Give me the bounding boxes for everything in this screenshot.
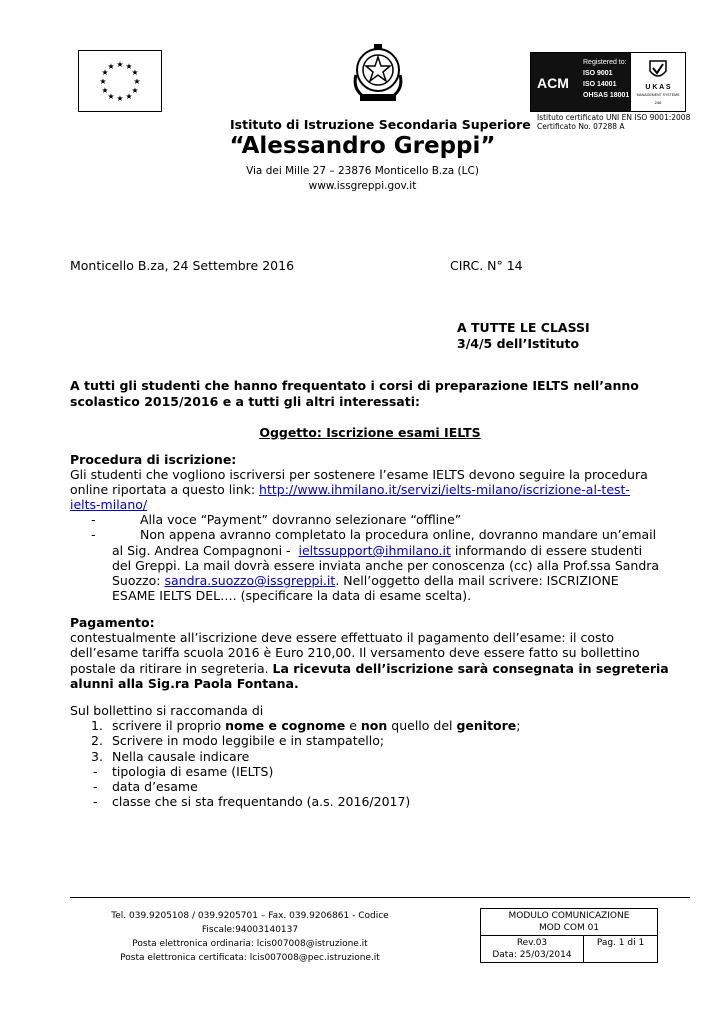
- ukas-number: 246: [654, 100, 662, 105]
- slip-item-1-b: nome e cognome: [225, 718, 346, 733]
- procedure-heading: Procedura di iscrizione:: [70, 452, 237, 467]
- eu-flag-logo: [78, 50, 162, 112]
- revision-date: Data: 25/03/2014: [492, 950, 572, 960]
- svg-text:★: ★: [116, 94, 124, 103]
- subject-line: Oggetto: Iscrizione esami IELTS: [259, 425, 481, 440]
- module-title-2: MOD COM 01: [538, 923, 600, 933]
- payment-receipt-note: La ricevuta dell’iscrizione sarà consegnata in segreteria: [272, 661, 669, 676]
- footer-tax-code: Fiscale:94003140137: [201, 925, 299, 935]
- footer-phone: Tel. 039.9205108 / 039.9205701 – Fax. 039.9206861 - Codice: [111, 911, 389, 921]
- payment-heading: Pagamento:: [70, 615, 155, 630]
- svg-text:★: ★: [101, 86, 109, 95]
- slip-item-1-g: ;: [516, 718, 521, 733]
- iso-14001-text: ISO 14001: [583, 81, 617, 88]
- ukas-text: U K A S: [645, 84, 671, 91]
- slip-intro: Sul bollettino si raccomanda di: [70, 703, 264, 718]
- bullet-2-line-1: Non appena avranno completato la procedura online, dovranno mandare un’email: [140, 527, 657, 542]
- bullet-2-text-c: Suozzo:: [112, 573, 165, 588]
- slip-item-3: Nella causale indicare: [112, 749, 250, 764]
- ohsas-text: OHSAS 18001: [583, 92, 630, 99]
- slip-sub-2-dash: -: [93, 779, 98, 794]
- acm-logo: [531, 53, 631, 111]
- payment-line-3: [70, 661, 669, 677]
- revision: Rev.03: [516, 938, 548, 948]
- svg-text:★: ★: [116, 60, 124, 69]
- payment-line-2: dell’esame tariffa scuola 2016 è Euro 210,00. Il versamento deve essere fatto su bollettino: [70, 645, 640, 660]
- cert-note-2: Certificato No. 07288 A: [537, 122, 625, 131]
- circular-number: CIRC. N° 14: [450, 258, 523, 273]
- payment-line-1: contestualmente all’iscrizione deve essere effettuato il pagamento dell’esame: il costo: [70, 630, 615, 645]
- svg-text:★: ★: [107, 92, 115, 101]
- slip-item-3-number: 3.: [91, 749, 103, 764]
- intro-line-2: scolastico 2015/2016 e a tutti gli altri interessati:: [70, 394, 420, 409]
- footer-email: Posta elettronica ordinaria: lcis007008@istruzione.it: [132, 939, 368, 949]
- place-date: Monticello B.za, 24 Settembre 2016: [70, 258, 295, 273]
- svg-text:★: ★: [107, 62, 115, 71]
- document-info-table: [480, 908, 658, 963]
- footer-divider: [70, 897, 690, 898]
- slip-item-1-a: scrivere il proprio: [112, 718, 226, 733]
- payment-text-a: postale da ritirare in segreteria.: [70, 661, 273, 676]
- payment-line-4: alunni alla Sig.ra Paola Fontana.: [70, 676, 299, 691]
- procedure-line-1: Gli studenti che vogliono iscriversi per sostenere l’esame IELTS devono seguire la procedura: [70, 467, 648, 482]
- bullet-1-dash: -: [91, 512, 96, 527]
- ukas-logo: [630, 53, 685, 111]
- iso-9001-text: ISO 9001: [583, 70, 613, 77]
- ukas-subtext: MANAGEMENT SYSTEMS: [636, 93, 680, 97]
- slip-item-2: Scrivere in modo leggibile e in stampatello;: [112, 733, 385, 748]
- slip-item-1-number: 1.: [91, 718, 103, 733]
- procedure-line-2: [70, 482, 630, 498]
- svg-text:★: ★: [125, 92, 133, 101]
- bullet-2-line-2: [112, 543, 642, 559]
- suozzo-email-link[interactable]: sandra.suozzo@issgreppi.it: [164, 573, 336, 588]
- slip-item-1-e: quello del: [387, 718, 457, 733]
- bullet-2-text-a: al Sig. Andrea Compagnoni -: [112, 543, 299, 558]
- svg-text:★: ★: [125, 62, 133, 71]
- slip-sub-3-dash: -: [93, 794, 98, 809]
- procedure-line-3: [70, 497, 147, 513]
- svg-text:★: ★: [133, 77, 141, 86]
- intro-line-1: A tutti gli studenti che hanno frequentato i corsi di preparazione IELTS nell’anno: [70, 378, 639, 393]
- page-number: Pag. 1 di 1: [584, 936, 658, 963]
- ielts-registration-link-cont[interactable]: ielts-milano/: [70, 497, 148, 512]
- slip-item-1-f: genitore: [456, 718, 517, 733]
- bullet-2-text-d: . Nell’oggetto della mail scrivere: ISCRIZIONE: [335, 573, 619, 588]
- recipients-line-1: A TUTTE LE CLASSI: [457, 320, 590, 335]
- acm-text: ACM: [537, 75, 569, 91]
- bullet-2-dash: -: [91, 527, 96, 542]
- bullet-1-text: Alla voce “Payment” dovranno selezionare “offline”: [140, 512, 462, 527]
- bullet-2-line-3: del Greppi. La mail dovrà essere inviata anche per conoscenza (cc) alla Prof.ssa Sandra: [112, 558, 660, 573]
- school-address: Via dei Mille 27 – 23876 Monticello B.za (LC): [246, 165, 479, 177]
- slip-item-1-c: e: [345, 718, 361, 733]
- school-name: “Alessandro Greppi”: [229, 133, 496, 159]
- cert-note-1: Istituto certificato UNI EN ISO 9001:2008: [537, 113, 691, 122]
- procedure-link-intro: online riportata a questo link:: [70, 482, 260, 497]
- school-website: www.issgreppi.gov.it: [308, 180, 417, 192]
- recipients-line-2: 3/4/5 dell’Istituto: [457, 336, 580, 351]
- institute-type: Istituto di Istruzione Secondaria Superiore: [230, 117, 531, 132]
- revision-cell: [481, 936, 584, 963]
- slip-sub-1-dash: -: [93, 764, 98, 779]
- registered-text: Registered to:: [583, 59, 627, 66]
- republic-emblem-logo: [346, 40, 410, 106]
- ieltssupport-email-link[interactable]: ieltssupport@ihmilano.it: [298, 543, 451, 558]
- ielts-registration-link[interactable]: http://www.ihmilano.it/servizi/ielts-milano/iscrizione-al-test-: [259, 482, 630, 497]
- slip-sub-2: data d’esame: [112, 779, 198, 794]
- svg-text:★: ★: [131, 86, 139, 95]
- svg-text:★: ★: [99, 77, 107, 86]
- slip-item-2-number: 2.: [91, 733, 103, 748]
- footer-pec: Posta elettronica certificata: lcis007008@pec.istruzione.it: [120, 953, 380, 963]
- module-title-1: MODULO COMUNICAZIONE: [508, 911, 630, 921]
- slip-sub-3: classe che si sta frequentando (a.s. 2016/2017): [112, 794, 411, 809]
- bullet-2-line-4: [112, 573, 619, 589]
- slip-item-1: [112, 718, 521, 734]
- bullet-2-line-5: ESAME IELTS DEL…. (specificare la data di esame scelta).: [112, 588, 472, 603]
- certification-logo: [530, 52, 686, 112]
- slip-sub-1: tipologia di esame (IELTS): [112, 764, 274, 779]
- module-title: [481, 909, 658, 936]
- svg-text:★: ★: [131, 68, 139, 77]
- bullet-2-text-b: informando di essere studenti: [450, 543, 643, 558]
- svg-text:★: ★: [101, 68, 109, 77]
- slip-item-1-d: non: [360, 718, 388, 733]
- footer-contacts: [100, 909, 400, 965]
